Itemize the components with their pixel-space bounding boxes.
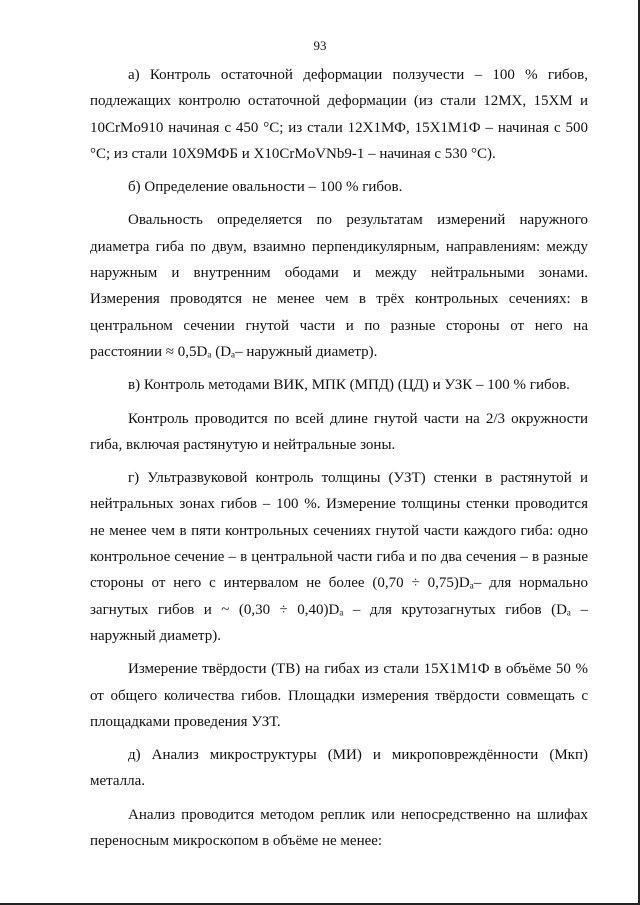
page-body [90, 62, 588, 861]
paragraph-ovality-heading: б) Определение овальности – 100 % гибов. [128, 179, 403, 196]
paragraph-thickness-control: г) Ультразвуковой контроль толщины (УЗТ) стенки в растянутой и нейтральных зонах гибов – 100 %. Измерение толщины стенки проводится не менее чем в пяти контрольных сечениях гнутой части каждого гиба: одно контрольное сечение – в центральной части гиба и по два сечения – в разные стороны от него с интервалом не более (0,70 ÷ 0,75)Dₐ– для нормально загнутых гибов и ~ (0,30 ÷ 0,40)Dₐ – для крутозагнутых гибов (Dₐ – наружный диаметр). [90, 470, 588, 644]
paragraph-hardness-measurement: Измерение твёрдости (ТВ) на гибах из стали 15Х1М1Ф в объёме 50 % от общего количества гибов. Площадки измерения твёрдости совмещать с площадками проведения УЗТ. [90, 661, 588, 730]
page-number: 93 [313, 38, 327, 53]
paragraph-creep-deformation-control: а) Контроль остаточной деформации ползучести – 100 % гибов, подлежащих контролю остаточной деформации (из стали 12МХ, 15ХМ и 10CrMo910 начиная с 450 °С; из стали 12Х1МФ, 15Х1М1Ф – начиная с 500 °С; из стали 10Х9МФБ и X10CrMoVNb9-1 – начиная с 530 °С). [90, 67, 588, 162]
paragraph-replica-analysis: Анализ проводится методом реплик или непосредственно на шлифах переносным микроскопом в объёме не менее: [90, 806, 588, 850]
paragraph-ndt-methods-heading: в) Контроль методами ВИК, МПК (МПД) (ЦД) и УЗК – 100 % гибов. [128, 377, 570, 394]
paragraph-ovality-method: Овальность определяется по результатам измерений наружного диаметра гиба по двум, взаимно перпендикулярным, направлениям: между наружным и внутренним ободами и между нейтральными зонами. Измерения проводятся не менее чем в трёх контрольных сечениях: в центральном сечении гнутой части и по разные стороны от него на расстоянии ≈ 0,5Dₐ (Dₐ– наружный диаметр). [90, 212, 588, 360]
paragraph-ndt-scope: Контроль проводится по всей длине гнутой части на 2/3 окружности гиба, включая растянутую и нейтральные зоны. [90, 410, 588, 453]
paragraph-microstructure-heading: д) Анализ микроструктуры (МИ) и микроповреждённости (Mкп) металла. [90, 747, 588, 790]
